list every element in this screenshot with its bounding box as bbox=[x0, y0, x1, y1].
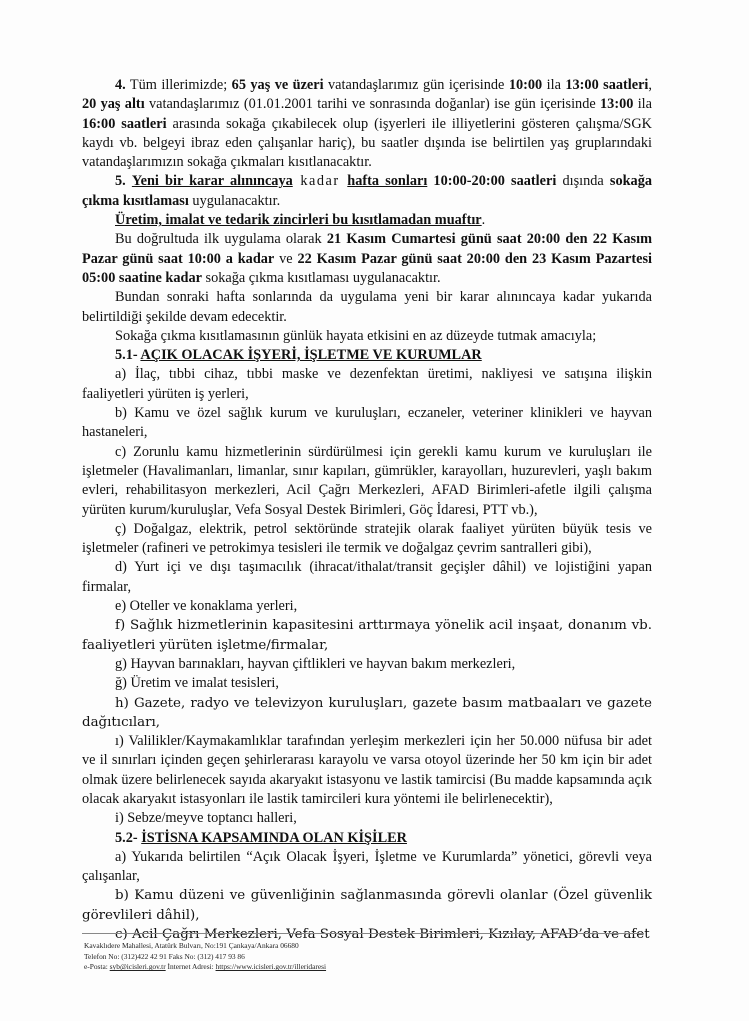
text: uygulanacaktır. bbox=[188, 192, 281, 209]
text: dışında bbox=[556, 173, 610, 190]
document-body bbox=[82, 76, 652, 944]
underlined-text: Yeni bir karar alınıncaya bbox=[131, 173, 293, 190]
heading-number: 5.2- bbox=[115, 829, 142, 846]
list-item: c) Acil Çağrı Merkezleri, Vefa Sosyal Destek Birimleri, Kızılay, AFAD’da ve afet bbox=[115, 927, 650, 943]
list-item: e) Oteller ve konaklama yerleri, bbox=[115, 598, 298, 615]
bold-text: 10:00 bbox=[508, 77, 543, 93]
text: arasında sokağa çıkabilecek olup (işyerleri ile illiyetlerini gösteren çalışma/SGK kaydı vb. belgeyi ibraz eden çalışanlar hariç), bu saatler dışında ise belirtilen yaş gruplarındaki vatandaşlarımızın sokağa çıkmaları kısıtlanacaktır. bbox=[82, 115, 652, 171]
paragraph-purpose: Sokağa çıkma kısıtlamasının günlük hayata etkisini en az düzeyde tutmak amacıyla; bbox=[115, 327, 597, 344]
paragraph-following-weekends: Bundan sonraki hafta sonlarında da uygulama yeni bir karar alınıncaya kadar yukarıda belirtildiği şekilde devam edecektir. bbox=[82, 289, 652, 325]
heading-number: 5.1- bbox=[115, 347, 141, 364]
bold-text: 65 yaş ve üzeri bbox=[231, 77, 324, 93]
bold-text: sokağa çıkma kısıtlaması bbox=[82, 173, 652, 209]
email-link[interactable]: syb@icisleri.gov.tr bbox=[109, 962, 166, 972]
text: Bu doğrultuda ilk uygulama olarak bbox=[115, 231, 327, 248]
text: . bbox=[481, 212, 486, 229]
web-link[interactable]: https://www.icisleri.gov.tr/illeridaresi bbox=[215, 962, 327, 972]
bold-text: 22 Kasım Pazar günü saat 20:00 den 23 Kasım Pazartesi 05:00 saatine kadar bbox=[82, 250, 652, 286]
list-item: a) İlaç, tıbbi cihaz, tıbbi maske ve dezenfektan üretimi, nakliyesi ve satışına ilişkin faaliyetleri yürüten iş yerleri, bbox=[82, 366, 652, 402]
text: vatandaşlarımız (01.01.2001 tarihi ve sonrasında doğanlar) ise gün içerisinde bbox=[144, 96, 601, 113]
item-number: 4. bbox=[115, 77, 126, 93]
text: ila bbox=[542, 77, 566, 93]
list-item: ğ) Üretim ve imalat tesisleri, bbox=[115, 675, 279, 692]
underlined-text: hafta sonları bbox=[347, 173, 428, 190]
list-item: a) Yukarıda belirtilen “Açık Olacak İşyeri, İşletme ve Kurumlarda” yönetici, görevli veya çalışanlar, bbox=[82, 848, 652, 885]
bold-text: 16:00 saatleri bbox=[82, 115, 167, 132]
paragraph-first-application bbox=[82, 230, 652, 288]
list-item: c) Zorunlu kamu hizmetlerinin sürdürülmesi için gerekli kamu kurum ve kuruluşları ile işletmeler (Havalimanları, limanlar, sınır kapıları, gümrükler, karayolları, huzurevleri, yaşlı bakım evleri, rehabilitasyon merkezleri, Acil Çağrı Merkezleri, AFAD Birimleri-afetle ilgili çalışma yürüten kurum/kuruluşlar, Vefa Sosyal Destek Birimleri, Göç İdaresi, PTT vb.), bbox=[82, 443, 652, 518]
list-item: d) Yurt içi ve dışı taşımacılık (ihracat/ithalat/transit geçişler dâhil) ve lojistiğini yapan firmalar, bbox=[82, 559, 652, 595]
text: ve bbox=[274, 250, 298, 267]
footer-divider bbox=[82, 933, 644, 934]
list-item: i) Sebze/meyve toptancı halleri, bbox=[115, 810, 297, 827]
list-item: ı) Valilikler/Kaymakamlıklar tarafından yerleşim merkezleri için her 50.000 nüfusa bir adet ve il sınırları içinden geçen şehirlerarası karayolu ve varsa otoyol üzerinde her 50 km için bir adet olmak üzere belirlenecek sayıda akaryakıt istasyonu ve lastik tamircisi (Bu madde kapsamında açık olacak akaryakıt istasyonları ile lastik tamircileri kura yöntemi ile belirlenecektir), bbox=[82, 733, 652, 807]
bold-text: 13:00 saatleri bbox=[565, 77, 649, 93]
heading-title: AÇIK OLACAK İŞYERİ, İŞLETME VE KURUMLAR bbox=[140, 347, 482, 364]
bold-text: 13:00 bbox=[600, 96, 634, 113]
footer-phone: Telefon No: (312)422 42 91 Faks No: (312) 417 93 86 bbox=[84, 951, 245, 961]
list-item: b) Kamu düzeni ve güvenliğinin sağlanmasında görevli olanlar (Özel güvenlik görevlileri dâhil), bbox=[82, 888, 652, 923]
heading-5-1 bbox=[82, 346, 652, 365]
email-label: e-Posta: bbox=[84, 962, 110, 972]
footer-contact bbox=[84, 962, 564, 973]
text: Tüm illerimizde; bbox=[125, 77, 232, 93]
paragraph-5 bbox=[82, 172, 652, 211]
list-item: h) Gazete, radyo ve televizyon kuruluşları, gazete basım matbaaları ve gazete dağıtıcıları, bbox=[82, 695, 652, 730]
page-footer bbox=[84, 941, 564, 973]
text: ila bbox=[633, 96, 652, 113]
text: , bbox=[648, 77, 652, 93]
list-item: g) Hayvan barınakları, hayvan çiftlikleri ve hayvan bakım merkezleri, bbox=[115, 655, 516, 672]
paragraph-production-exempt bbox=[82, 211, 652, 230]
heading-title: İSTİSNA KAPSAMINDA OLAN KİŞİLER bbox=[141, 829, 407, 846]
footer-address: Kavaklıdere Mahallesi, Atatürk Bulvarı, No:191 Çankaya/Ankara 06680 bbox=[84, 941, 299, 950]
underlined-text: Üretim, imalat ve tedarik zincirleri bu kısıtlamadan muaftır bbox=[115, 212, 482, 229]
web-label: İnternet Adresi: bbox=[165, 962, 216, 972]
list-item: ç) Doğalgaz, elektrik, petrol sektöründe stratejik olarak faaliyet yürüten büyük tesis ve işletmeler (rafineri ve petrokimya tesisleri ile termik ve doğalgaz çevrim santralleri gibi), bbox=[82, 520, 652, 557]
text: vatandaşlarımız gün içerisinde bbox=[323, 77, 509, 93]
bold-text: 10:00-20:00 saatleri bbox=[427, 173, 557, 190]
paragraph-4 bbox=[82, 76, 652, 172]
text: kadar bbox=[292, 173, 348, 190]
bold-text: 21 Kasım Cumartesi günü saat 20:00 den 22 Kasım Pazar günü saat 10:00 a kadar bbox=[82, 231, 652, 267]
item-number: 5. bbox=[115, 173, 126, 190]
heading-5-2 bbox=[82, 829, 652, 848]
list-item: f) Sağlık hizmetlerinin kapasitesini arttırmaya yönelik acil inşaat, donanım vb. faaliyetleri yürüten işletme/firmalar, bbox=[82, 618, 652, 653]
list-item: b) Kamu ve özel sağlık kurum ve kuruluşları, eczaneler, veteriner klinikleri ve hayvan hastaneleri, bbox=[82, 405, 652, 441]
text: sokağa çıkma kısıtlaması uygulanacaktır. bbox=[201, 269, 441, 286]
bold-text: 20 yaş altı bbox=[82, 96, 145, 113]
